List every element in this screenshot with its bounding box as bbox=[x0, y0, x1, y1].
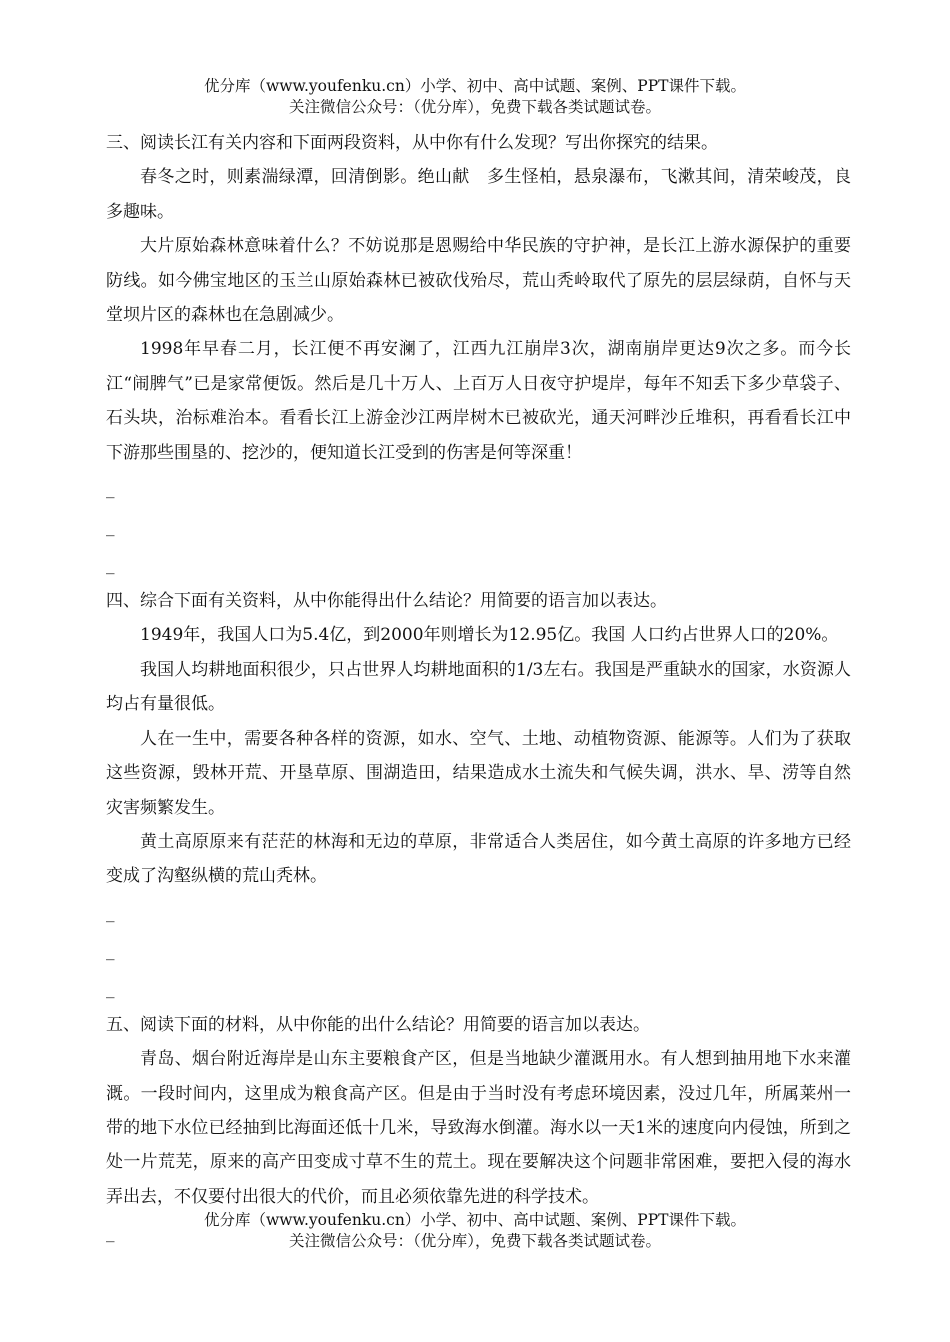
section-5-title: 五、阅读下面的材料，从中你能的出什么结论？用简要的语言加以表达。 bbox=[106, 1014, 650, 1035]
section-3-paragraph-1: 春冬之时，则素湍绿潭，回清倒影。绝山献 多生怪柏，悬泉瀑布，飞漱其间，清荣峻茂，良多趣味。 bbox=[106, 167, 851, 222]
section-4-title: 四、综合下面有关资料，从中你能得出什么结论？用简要的语言加以表达。 bbox=[106, 591, 667, 612]
header-line-1: 优分库（www.youfenku.cn）小学、初中、高中试题、案例、PPT课件下载。 bbox=[203, 77, 747, 95]
section-4-paragraph-1: 1949年，我国人口为5.4亿，到2000年则增长为12.95亿。我国 人口约占世界人口的20%。 bbox=[140, 625, 839, 646]
section-3-title: 三、阅读长江有关内容和下面两段资料，从中你有什么发现？写出你探究的结果。 bbox=[106, 133, 718, 153]
page-header bbox=[0, 76, 950, 118]
section-3-paragraph-3: 1998年早春二月，长江便不再安澜了，江西九江崩岸3次，湖南崩岸更达9次之多。而今长江“闹脾气”已是家常便饭。然后是几十万人、上百万人日夜守护堤岸，每年不知丢下多少草袋子、石头块，治标难治本。看看长江上游金沙江两岸树木已被砍光，通天河畔沙丘堆积，再看看长江中下游那些围垦的、挖沙的，便知道长江受到的伤害是何等深重！ bbox=[106, 339, 851, 463]
section-3-paragraph-2: 大片原始森林意味着什么？不妨说那是恩赐给中华民族的守护神，是长江上游水源保护的重要防线。如今佛宝地区的玉兰山原始森林已被砍伐殆尽，荒山秃岭取代了原先的层层绿荫，自怀与天堂坝片区的森林也在急剧减少。 bbox=[106, 236, 851, 326]
section-4-paragraph-2: 我国人均耕地面积很少，只占世界人均耕地面积的1/3左右。我国是严重缺水的国家，水资源人均占有量很低。 bbox=[106, 659, 851, 715]
section-4-answer-blank-1: _ bbox=[106, 902, 115, 923]
footer-line-2: 关注微信公众号：（优分库），免费下载各类试题试卷。 bbox=[288, 1232, 661, 1250]
section-4-answer-blank-2: _ bbox=[106, 940, 115, 961]
section-3-answer-blank-3: _ bbox=[106, 555, 115, 576]
section-5-paragraph-1: 青岛、烟台附近海岸是山东主要粮食产区，但是当地缺少灌溉用水。有人想到抽用地下水来灌溉。一段时间内，这里成为粮食高产区。但是由于当时没有考虑环境因素，没过几年，所属莱州一带的地下水位已经抽到比海面还低十几米，导致海水倒灌。海水以一天1米的速度向内侵蚀，所到之处一片荒芜，原来的高产田变成寸草不生的荒土。现在要解决这个问题非常困难，要把入侵的海水弄出去，不仅要付出很大的代价，而且必须依靠先进的科学技术。 bbox=[106, 1049, 851, 1207]
header-line-2: 关注微信公众号：（优分库），免费下载各类试题试卷。 bbox=[288, 98, 661, 116]
section-3-answer-blank-2: _ bbox=[106, 517, 115, 538]
section-4-answer-blank-3: _ bbox=[106, 978, 115, 999]
footer-line-1: 优分库（www.youfenku.cn）小学、初中、高中试题、案例、PPT课件下载。 bbox=[203, 1211, 747, 1229]
document-body bbox=[106, 126, 851, 1252]
section-3-answer-blank-1: _ bbox=[106, 479, 115, 500]
section-4-paragraph-4: 黄土高原原来有茫茫的林海和无边的草原，非常适合人类居住，如今黄土高原的许多地方已经变成了沟壑纵横的荒山秃林。 bbox=[106, 831, 851, 887]
section-5-answer-blank-1: _ bbox=[106, 1223, 115, 1244]
section-4-paragraph-3: 人在一生中，需要各种各样的资源，如水、空气、土地、动植物资源、能源等。人们为了获取这些资源，毁林开荒、开垦草原、围湖造田，结果造成水土流失和气候失调，洪水、旱、涝等自然灾害频繁发生。 bbox=[106, 728, 851, 818]
page-footer bbox=[0, 1210, 950, 1252]
